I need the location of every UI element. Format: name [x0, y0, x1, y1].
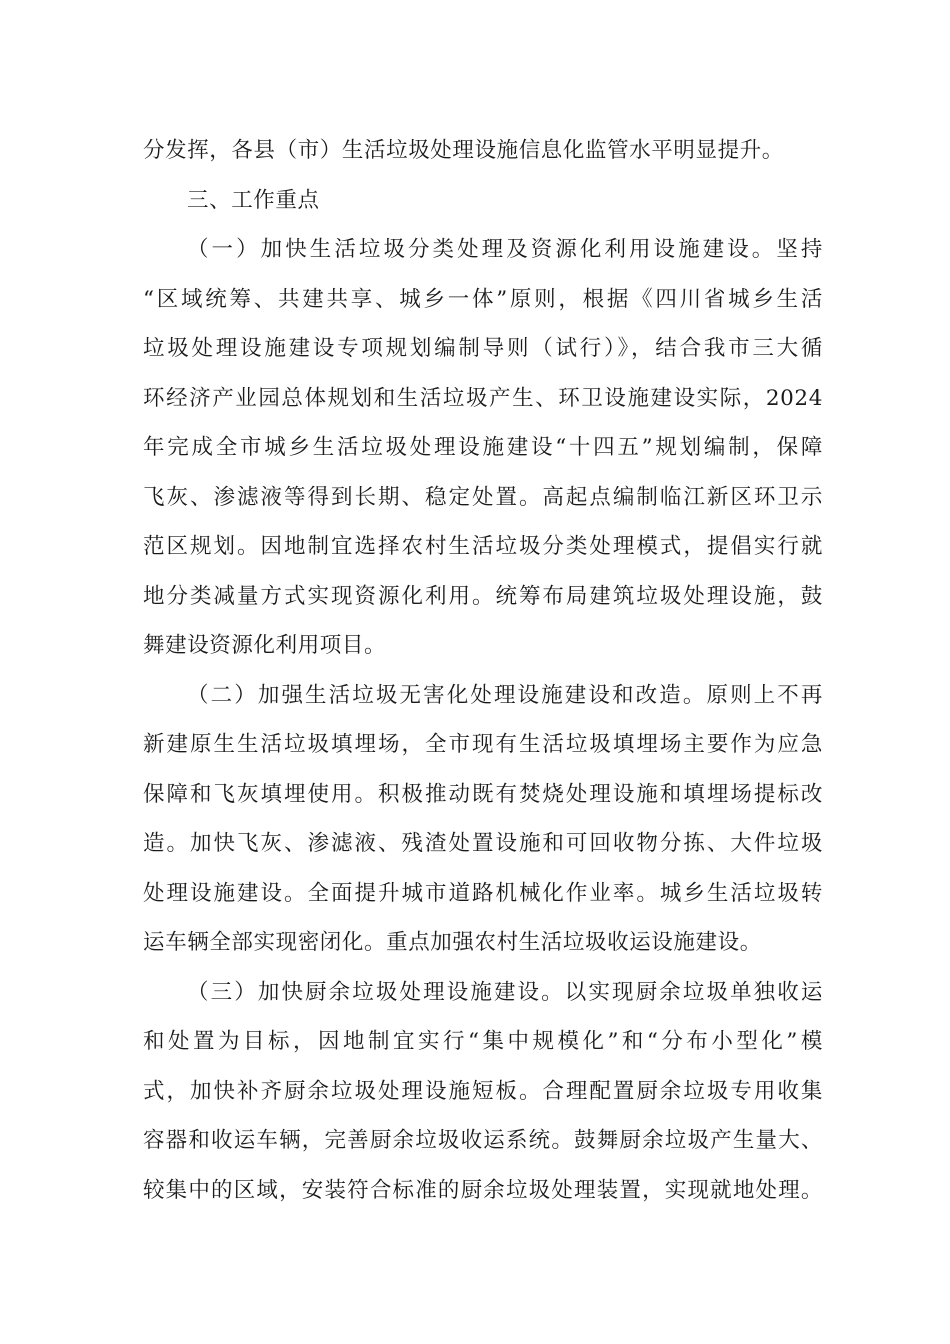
paragraph-line: 分发挥，各县（市）生活垃圾处理设施信息化监管水平明显提升。: [143, 138, 784, 163]
paragraph-line: 舞建设资源化利用项目。: [143, 633, 387, 658]
paragraph-line: （三）加快厨余垃圾处理设施建设。以实现厨余垃圾单独收运: [187, 979, 823, 1005]
document-page: [143, 126, 823, 1215]
paragraph-line: 垃圾处理设施建设专项规划编制导则（试行）》，结合我市三大循: [143, 336, 823, 361]
paragraph-line: 新建原生生活垃圾填埋场，全市现有生活垃圾填埋场主要作为应急: [143, 732, 823, 757]
paragraph-line: 容器和收运车辆，完善厨余垃圾收运系统。鼓舞厨余垃圾产生量大、: [143, 1128, 823, 1153]
paragraph-line: 式，加快补齐厨余垃圾处理设施短板。合理配置厨余垃圾专用收集: [143, 1078, 823, 1104]
paragraph-line: 保障和飞灰填埋使用。积极推动既有焚烧处理设施和填埋场提标改: [143, 781, 823, 807]
paragraph-line: 环经济产业园总体规划和生活垃圾产生、环卫设施建设实际，2024: [143, 385, 823, 411]
paragraph-line: 处理设施建设。全面提升城市道路机械化作业率。城乡生活垃圾转: [143, 880, 823, 906]
paragraph-line: 范区规划。因地制宜选择农村生活垃圾分类处理模式，提倡实行就: [143, 534, 823, 559]
paragraph-line: 飞灰、渗滤液等得到长期、稳定处置。高起点编制临江新区环卫示: [143, 484, 823, 510]
paragraph-line: 地分类减量方式实现资源化利用。统筹布局建筑垃圾处理设施，鼓: [143, 583, 823, 609]
paragraph-line: （一）加快生活垃圾分类处理及资源化利用设施建设。坚持: [187, 237, 823, 262]
paragraph-line: 年完成全市城乡生活垃圾处理设施建设“十四五”规划编制，保障: [143, 435, 823, 460]
paragraph-line: “区域统筹、共建共享、城乡一体”原则，根据《四川省城乡生活: [143, 286, 823, 312]
section-heading: 三、工作重点: [187, 187, 320, 213]
paragraph-line: 造。加快飞灰、渗滤液、残渣处置设施和可回收物分拣、大件垃圾: [143, 831, 823, 856]
paragraph-line: 较集中的区域，安装符合标准的厨余垃圾处理装置，实现就地处理。: [143, 1177, 823, 1203]
paragraph-line: （二）加强生活垃圾无害化处理设施建设和改造。原则上不再: [187, 682, 823, 708]
paragraph-line: 和处置为目标，因地制宜实行“集中规模化”和“分布小型化”模: [143, 1029, 823, 1054]
paragraph-line: 运车辆全部实现密闭化。重点加强农村生活垃圾收运设施建设。: [143, 930, 762, 955]
